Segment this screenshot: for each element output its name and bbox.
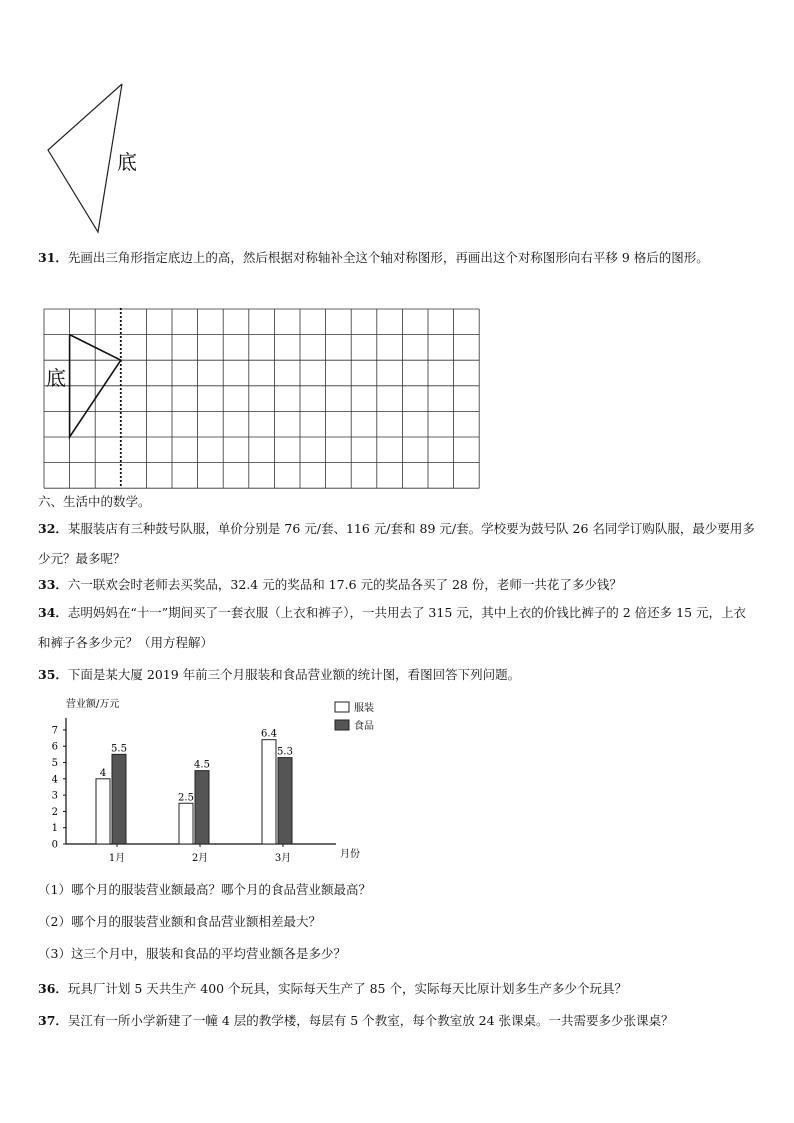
y-tick-label: 1 xyxy=(51,823,58,835)
bar-value-label: 2.5 xyxy=(178,792,194,804)
bar-value-label: 6.4 xyxy=(261,728,277,740)
grid-base-label: 底 xyxy=(46,366,66,390)
section-6-title: 六、生活中的数学。 xyxy=(38,494,151,509)
bar-food xyxy=(112,754,126,844)
y-tick-label: 0 xyxy=(51,839,58,851)
question-35-text: 下面是某大厦 2019 年前三个月服装和食品营业额的统计图，看图回答下列问题。 xyxy=(67,667,521,682)
x-tick-label: 2月 xyxy=(191,853,209,864)
bar-clothing xyxy=(96,779,110,844)
chart-xlabel: 月份 xyxy=(340,849,360,860)
question-32-text: 某服装店有三种鼓号队服，单价分别是 76 元/套、116 元/套和 89 元/套。学校要为鼓号队 26 名同学订购队服，最少要用多少元？最多呢？ xyxy=(38,521,755,566)
bar-chart xyxy=(36,694,376,870)
question-31 xyxy=(38,243,758,273)
bar-clothing xyxy=(179,803,193,844)
question-35-sub-1: （1）哪个月的服装营业额最高？哪个月的食品营业额最高？ xyxy=(38,882,371,897)
question-36 xyxy=(38,974,758,1004)
bar-value-label: 4.5 xyxy=(194,759,210,771)
legend-label-food: 食品 xyxy=(354,721,374,732)
y-tick-label: 5 xyxy=(51,758,58,769)
legend-swatch-clothing xyxy=(335,702,349,712)
question-34-text: 志明妈妈在“十一”期间买了一套衣服（上衣和裤子），一共用去了 315 元，其中上衣的价钱比裤子的 2 倍还多 15 元，上衣和裤子各多少元？（用方程解） xyxy=(38,605,746,650)
top-triangle-label: 底 xyxy=(117,150,137,174)
bar-value-label: 4 xyxy=(99,767,107,779)
question-32 xyxy=(38,514,758,574)
y-tick-label: 7 xyxy=(51,725,58,737)
question-35-sub-2: （2）哪个月的服装营业额和食品营业额相差最大？ xyxy=(38,914,321,929)
y-tick-label: 2 xyxy=(51,806,58,818)
question-37-text: 吴江有一所小学新建了一幢 4 层的教学楼，每层有 5 个教室，每个教室放 24 张课桌。一共需要多少张课桌？ xyxy=(67,1013,674,1028)
question-31-text: 先画出三角形指定底边上的高，然后根据对称轴补全这个轴对称图形，再画出这个对称图形向右平移 9 格后的图形。 xyxy=(67,250,709,265)
question-35 xyxy=(38,660,758,690)
question-34-number: 34． xyxy=(38,605,68,620)
question-31-number: 31． xyxy=(38,250,68,265)
bar-clothing xyxy=(262,740,276,844)
chart-legend xyxy=(335,701,374,732)
question-33 xyxy=(38,574,758,596)
bar-value-label: 5.3 xyxy=(277,746,293,758)
triangle-shape xyxy=(48,84,122,232)
question-34 xyxy=(38,598,758,658)
question-37-number: 37． xyxy=(38,1013,68,1028)
y-tick-label: 3 xyxy=(51,790,58,802)
question-32-number: 32． xyxy=(38,521,68,536)
y-tick-label: 4 xyxy=(51,774,58,786)
question-37 xyxy=(38,1006,758,1036)
legend-swatch-food xyxy=(335,720,349,730)
question-35-number: 35． xyxy=(38,667,68,682)
bar-value-label: 5.5 xyxy=(111,743,127,755)
bar-food xyxy=(278,758,292,844)
grid-31 xyxy=(43,308,481,490)
question-33-number: 33． xyxy=(38,577,68,592)
x-tick-label: 3月 xyxy=(274,853,292,864)
bar-food xyxy=(195,771,209,844)
question-33-text: 六一联欢会时老师去买奖品，32.4 元的奖品和 17.6 元的奖品各买了 28 份，老师一共花了多少钱？ xyxy=(67,577,622,592)
question-35-sub-3: （3）这三个月中，服装和食品的平均营业额各是多少？ xyxy=(38,946,346,961)
chart-ylabel: 营业额/万元 xyxy=(66,699,120,710)
question-36-text: 玩具厂计划 5 天共生产 400 个玩具，实际每天生产了 85 个，实际每天比原计划多生产多少个玩具？ xyxy=(67,981,627,996)
y-tick-label: 6 xyxy=(51,741,58,753)
legend-label-clothing: 服装 xyxy=(354,703,374,714)
question-36-number: 36． xyxy=(38,981,68,996)
x-tick-label: 1月 xyxy=(108,853,126,864)
